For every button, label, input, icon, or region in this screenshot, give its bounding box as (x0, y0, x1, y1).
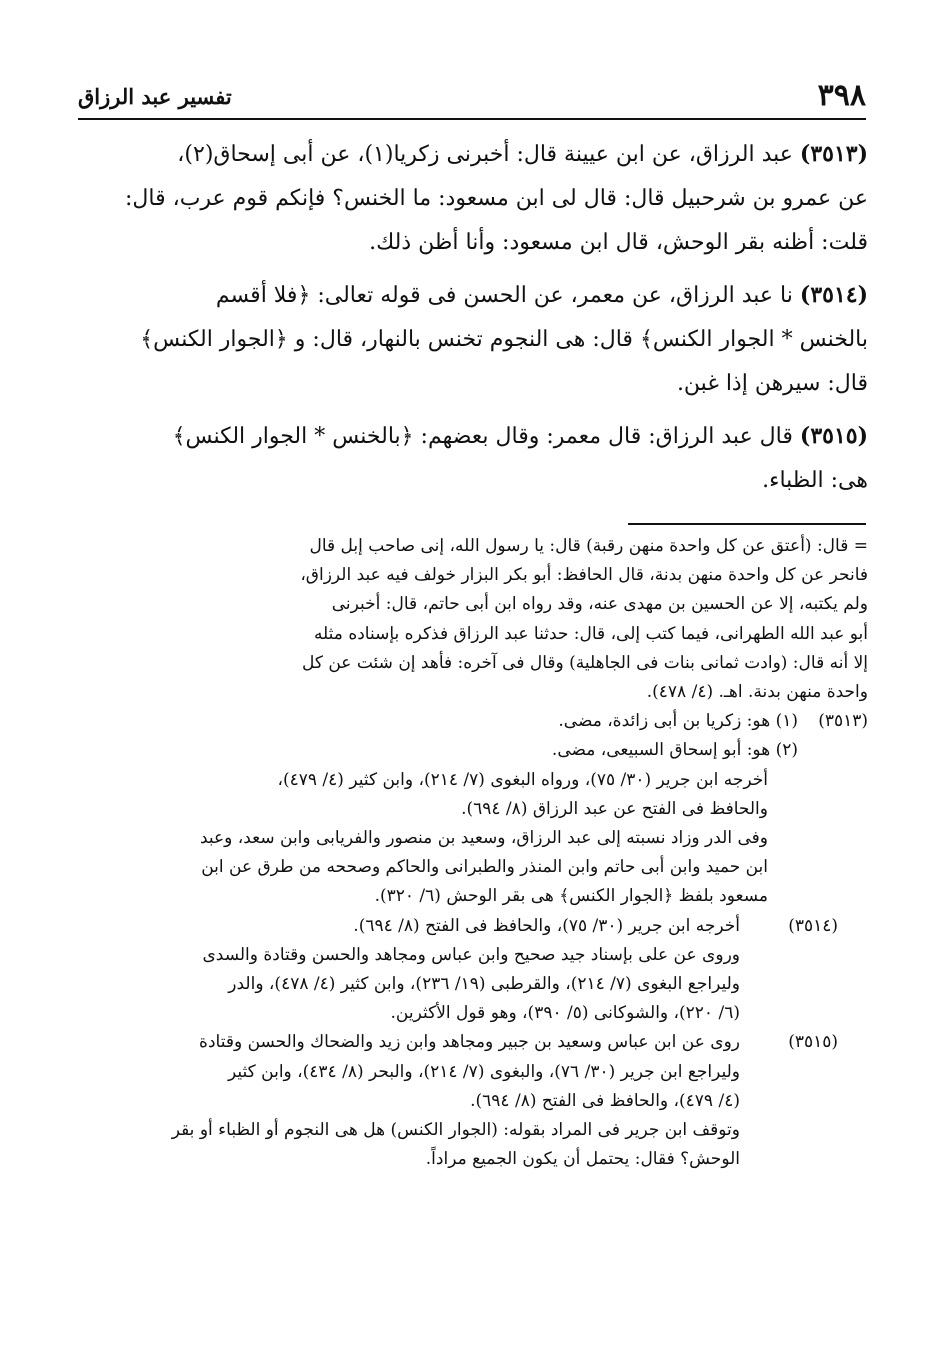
footnote-line: أخرجه ابن جرير (٣٠/ ٧٥)، والحافظ فى الفتح (٨/ ٦٩٤). (353, 915, 740, 936)
footnote-label: (٣٥١٥) (788, 1032, 838, 1053)
note-text: هو: أبو إسحاق السبيعى، مضى. (551, 740, 771, 761)
entry-3515 (80, 414, 868, 503)
entry-3513 (80, 132, 868, 265)
running-title: تفسير عبد الرزاق (78, 84, 232, 109)
entry-line: هى: الظباء. (762, 468, 868, 493)
footnote-line: ابن حميد وابن أبى حاتم وابن المنذر والطبرانى والحاكم وصححه من طرق عن ابن (201, 857, 768, 878)
footnote-line: وليراجع ابن جرير (٣٠/ ٧٦)، والبغوى (٧/ ٢١٤)، والبحر (٨/ ٤٣٤)، وابن كثير (228, 1061, 740, 1082)
header-rule (78, 118, 866, 120)
entry-line: قال: سيرهن إذا غبن. (676, 371, 868, 396)
main-text (80, 132, 868, 511)
footnote-line: وفى الدر وزاد نسبته إلى عبد الرزاق، وسعيد بن منصور والفريابى وابن سعد، وعبد (199, 828, 768, 849)
entry-3514 (80, 273, 868, 406)
note-label: (٢) (775, 740, 798, 761)
footnote-line: وروى عن على بإسناد جيد صحيح وابن عباس ومجاهد والحسن وقتادة والسدى (202, 944, 740, 965)
page-number: ٣٩٨ (817, 78, 866, 113)
entry-text: قال عبد الرزاق: قال معمر: وقال بعضهم: ﴿بالخنس * الجوار الكنس﴾ (172, 424, 793, 449)
footnote-line (78, 736, 798, 765)
footnote-continuation (78, 532, 868, 707)
entry-text: نا عبد الرزاق، عن معمر، عن الحسن فى قوله تعالى: ﴿فلا أقسم (215, 283, 793, 308)
note-text: هو: زكريا بن أبى زائدة، مضى. (558, 711, 771, 732)
note-label: (١) (775, 711, 798, 732)
entry-line: قلت: أظنه بقر الوحش، قال ابن مسعود: وأنا أظن ذلك. (369, 230, 868, 255)
footnote-line: أخرجه ابن جرير (٣٠/ ٧٥)، ورواه البغوى (٧/ ٢١٤)، وابن كثير (٤/ ٤٧٩)، (277, 769, 768, 790)
footnote-label: (٣٥١٤) (788, 915, 838, 936)
footnote-line: ولم يكتبه، إلا عن الحسين بن مهدى عنه، وقد رواه ابن أبى حاتم، قال: أخبرنى (331, 594, 868, 615)
footnote-line: وتوقف ابن جرير فى المراد بقوله: (الجوار الكنس) هل هى النجوم أو الظباء أو بقر (171, 1120, 740, 1141)
footnotes (78, 532, 868, 1174)
footnote-line: روى عن ابن عباس وسعيد بن جبير ومجاهد وابن زيد والضحاك والحسن وقتادة (199, 1032, 740, 1053)
footnote-line: واحدة منهن بدنة. اهـ. (٤/ ٤٧٨). (646, 682, 868, 703)
entry-line (80, 273, 868, 318)
footnote-line: = قال: (أعتق عن كل واحدة منهن رقبة) قال: يا رسول الله، إنى صاحب إبل قال (309, 536, 868, 556)
footnote-3514 (78, 912, 868, 1029)
footnote-3515 (78, 1028, 868, 1174)
entry-number: (٣٥١٥) (799, 423, 868, 449)
footnote-line: فانحر عن كل واحدة منهن بدنة، قال الحافظ: أبو بكر البزار خولف فيه عبد الرزاق، (300, 565, 868, 586)
footnote-line: مسعود بلفظ ﴿الجوار الكنس﴾ هى بقر الوحش (٦/ ٣٢٠). (374, 886, 768, 907)
entry-line (80, 414, 868, 459)
footnote-line (78, 707, 798, 736)
footnote-line: أبو عبد الله الطهرانى، فيما كتب إلى، قال: حدثنا عبد الرزاق فذكره بإسناده مثله (313, 623, 868, 644)
footnote-line: وليراجع البغوى (٧/ ٢١٤)، والقرطبى (١٩/ ٢٣٦)، وابن كثير (٤/ ٤٧٨)، والدر (228, 974, 740, 995)
footnote-line: والحافظ فى الفتح عن عبد الرزاق (٨/ ٦٩٤). (461, 798, 768, 819)
footnote-3513 (78, 707, 868, 911)
entry-number: (٣٥١٣) (799, 141, 868, 167)
entry-line (80, 132, 868, 177)
entry-line: بالخنس * الجوار الكنس﴾ قال: هى النجوم تخنس بالنهار، قال: و ﴿الجوار الكنس﴾ (140, 327, 868, 352)
footnote-label: (٣٥١٣) (818, 711, 868, 732)
entry-number: (٣٥١٤) (799, 282, 868, 308)
footnote-line: إلا أنه قال: (وادت ثمانى بنات فى الجاهلية) وقال فى آخره: فأهد إن شئت عن كل (301, 652, 868, 673)
footnote-rule (628, 523, 866, 525)
page-header (78, 78, 866, 114)
entry-text: عبد الرزاق، عن ابن عيينة قال: أخبرنى زكريا(١)، عن أبى إسحاق(٢)، (177, 142, 793, 167)
footnote-line: الوحش؟ فقال: يحتمل أن يكون الجميع مراداً. (425, 1149, 740, 1170)
entry-line: عن عمرو بن شرحبيل قال: قال لى ابن مسعود: ما الخنس؟ فإنكم قوم عرب، قال: (124, 186, 868, 211)
footnote-line: (٤/ ٤٧٩)، والحافظ فى الفتح (٨/ ٦٩٤). (470, 1090, 740, 1111)
footnote-line: (٦/ ٢٢٠)، والشوكانى (٥/ ٣٩٠)، وهو قول الأكثرين. (390, 1003, 740, 1024)
